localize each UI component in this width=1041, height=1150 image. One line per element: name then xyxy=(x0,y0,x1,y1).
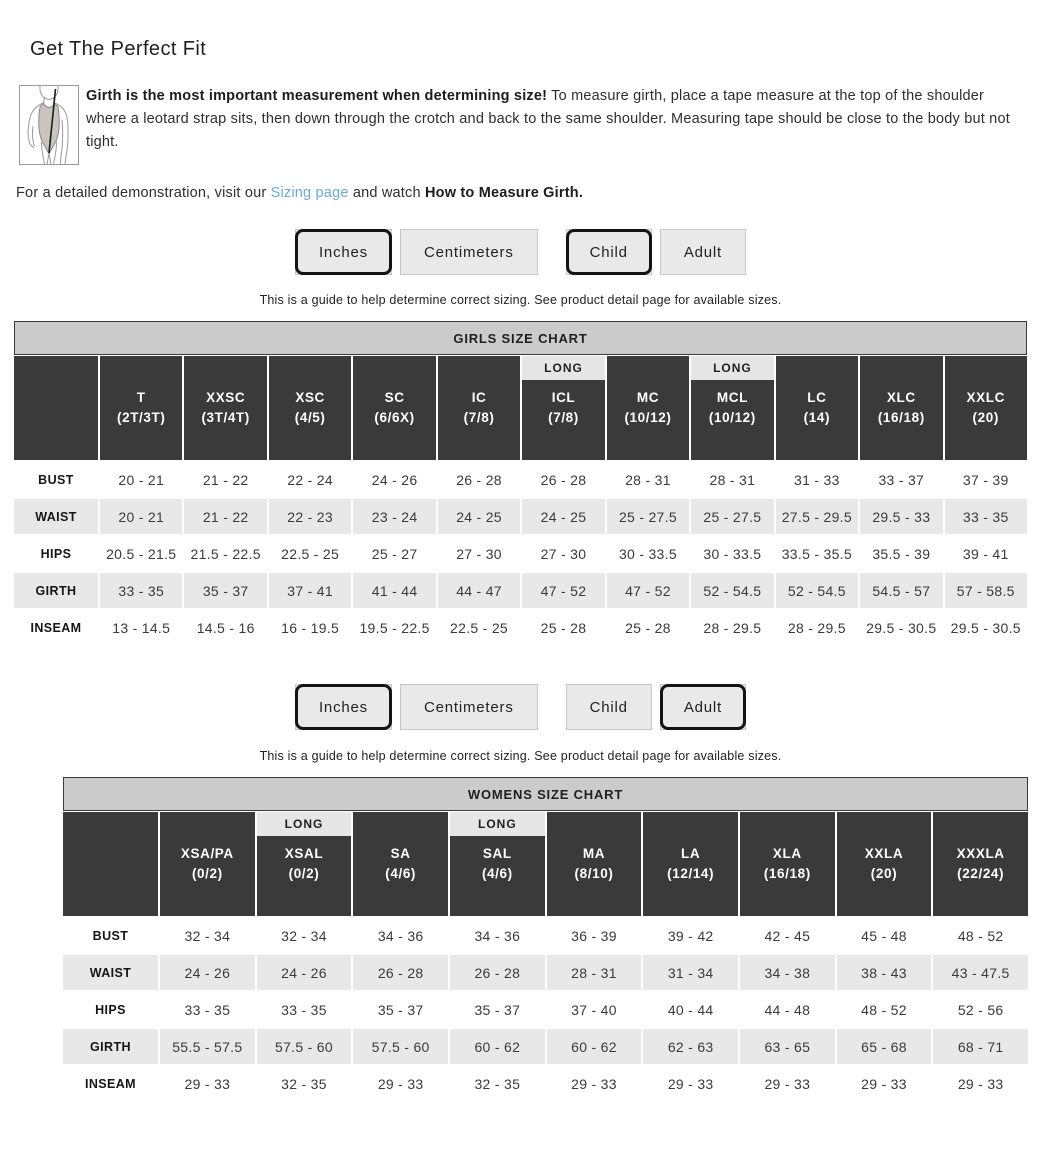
measurement-cell: 20 - 21 xyxy=(100,499,182,534)
centimeters-toggle-2[interactable]: Centimeters xyxy=(400,684,538,730)
measurement-cell: 68 - 71 xyxy=(933,1029,1028,1064)
unit-age-toggles-adult-chart xyxy=(0,684,1041,730)
size-column-header-xsal xyxy=(257,812,352,916)
measurement-cell: 35.5 - 39 xyxy=(860,536,942,571)
size-column-header-xsc xyxy=(269,356,351,460)
measurement-cell: 33 - 35 xyxy=(100,573,182,608)
measurement-cell: 33 - 35 xyxy=(257,992,352,1027)
measurement-cell: 52 - 54.5 xyxy=(776,573,858,608)
size-column-header-xxsc xyxy=(184,356,266,460)
size-column-label: MA (8/10) xyxy=(574,846,614,881)
measurement-cell: 16 - 19.5 xyxy=(269,610,351,645)
measurement-cell: 26 - 28 xyxy=(438,462,520,497)
measurement-cell: 48 - 52 xyxy=(933,918,1028,953)
measurement-cell: 21 - 22 xyxy=(184,462,266,497)
measurement-cell: 27 - 30 xyxy=(438,536,520,571)
measurement-cell: 21.5 - 22.5 xyxy=(184,536,266,571)
size-column-label: IC (7/8) xyxy=(463,390,495,425)
measurement-cell: 60 - 62 xyxy=(547,1029,642,1064)
measurement-cell: 39 - 41 xyxy=(945,536,1027,571)
measurement-cell: 33.5 - 35.5 xyxy=(776,536,858,571)
adult-toggle-1[interactable]: Adult xyxy=(660,229,746,275)
page-title: Get The Perfect Fit xyxy=(30,38,207,60)
size-column-header-sal xyxy=(450,812,545,916)
size-column-header-sa xyxy=(353,812,448,916)
sizing-page-link[interactable]: Sizing page xyxy=(270,185,349,201)
measurement-cell: 19.5 - 22.5 xyxy=(353,610,435,645)
size-column-label: LC (14) xyxy=(803,390,831,425)
measurement-cell: 25 - 28 xyxy=(522,610,604,645)
measurement-cell: 29 - 33 xyxy=(740,1066,835,1101)
measurement-cell: 29.5 - 30.5 xyxy=(860,610,942,645)
measurement-cell: 62 - 63 xyxy=(643,1029,738,1064)
girls-chart-grid xyxy=(14,356,1027,645)
measurement-cell: 32 - 34 xyxy=(257,918,352,953)
measurement-cell: 35 - 37 xyxy=(353,992,448,1027)
measurement-cell: 39 - 42 xyxy=(643,918,738,953)
measurement-cell: 35 - 37 xyxy=(184,573,266,608)
size-column-header-xlc xyxy=(860,356,942,460)
size-column-label: SAL (4/6) xyxy=(481,846,513,881)
measurement-cell: 28 - 29.5 xyxy=(691,610,773,645)
measurement-cell: 22.5 - 25 xyxy=(438,610,520,645)
measurement-cell: 22 - 23 xyxy=(269,499,351,534)
measurement-cell: 34 - 36 xyxy=(353,918,448,953)
size-column-header-la xyxy=(643,812,738,916)
measurement-cell: 25 - 27.5 xyxy=(691,499,773,534)
size-column-label: XXLC (20) xyxy=(966,390,1005,425)
measurement-cell: 28 - 29.5 xyxy=(776,610,858,645)
measurement-cell: 32 - 35 xyxy=(257,1066,352,1101)
measurement-cell: 57 - 58.5 xyxy=(945,573,1027,608)
measurement-cell: 24 - 26 xyxy=(353,462,435,497)
header-corner-cell xyxy=(14,356,98,460)
size-column-label: XXXLA (22/24) xyxy=(956,846,1005,881)
size-column-header-t xyxy=(100,356,182,460)
row-label-bust: BUST xyxy=(14,462,98,497)
size-column-header-xsa-pa xyxy=(160,812,255,916)
row-label-waist: WAIST xyxy=(63,955,158,990)
measurement-cell: 52 - 54.5 xyxy=(691,573,773,608)
measurement-cell: 30 - 33.5 xyxy=(607,536,689,571)
measurement-cell: 47 - 52 xyxy=(607,573,689,608)
measurement-cell: 29 - 33 xyxy=(643,1066,738,1101)
measurement-cell: 33 - 35 xyxy=(160,992,255,1027)
measurement-cell: 32 - 34 xyxy=(160,918,255,953)
measurement-cell: 30 - 33.5 xyxy=(691,536,773,571)
measurement-cell: 34 - 38 xyxy=(740,955,835,990)
womens-chart-title-bar: WOMENS SIZE CHART xyxy=(63,777,1028,811)
measurement-cell: 36 - 39 xyxy=(547,918,642,953)
measurement-cell: 22 - 24 xyxy=(269,462,351,497)
size-column-header-lc xyxy=(776,356,858,460)
measurement-cell: 25 - 27 xyxy=(353,536,435,571)
measurement-cell: 55.5 - 57.5 xyxy=(160,1029,255,1064)
measurement-cell: 42 - 45 xyxy=(740,918,835,953)
measurement-cell: 20 - 21 xyxy=(100,462,182,497)
measurement-cell: 57.5 - 60 xyxy=(257,1029,352,1064)
measurement-cell: 29 - 33 xyxy=(933,1066,1028,1101)
measurement-cell: 29.5 - 33 xyxy=(860,499,942,534)
measurement-cell: 47 - 52 xyxy=(522,573,604,608)
inches-toggle-2[interactable]: Inches xyxy=(295,684,392,730)
long-tag: LONG xyxy=(691,356,773,380)
size-column-label: T (2T/3T) xyxy=(117,390,166,425)
inches-toggle-1[interactable]: Inches xyxy=(295,229,392,275)
sizing-note-1: This is a guide to help determine correct sizing. See product detail page for available sizes. xyxy=(259,293,782,307)
measurement-cell: 13 - 14.5 xyxy=(100,610,182,645)
size-column-label: MC (10/12) xyxy=(624,390,672,425)
size-column-label: XSA/PA (0/2) xyxy=(180,846,234,881)
child-toggle-2[interactable]: Child xyxy=(566,684,652,730)
header-corner-cell xyxy=(63,812,158,916)
size-guide-page xyxy=(0,38,1041,1117)
measurement-cell: 41 - 44 xyxy=(353,573,435,608)
measurement-cell: 60 - 62 xyxy=(450,1029,545,1064)
size-column-header-ic xyxy=(438,356,520,460)
row-label-girth: GIRTH xyxy=(14,573,98,608)
size-column-header-mcl xyxy=(691,356,773,460)
measurement-cell: 29 - 33 xyxy=(547,1066,642,1101)
measurement-cell: 37 - 41 xyxy=(269,573,351,608)
size-column-label: XXSC (3T/4T) xyxy=(201,390,250,425)
measurement-cell: 38 - 43 xyxy=(837,955,932,990)
unit-age-toggles-child-chart xyxy=(0,229,1041,275)
long-tag: LONG xyxy=(450,812,545,836)
measurement-cell: 63 - 65 xyxy=(740,1029,835,1064)
size-column-label: SC (6/6X) xyxy=(374,390,415,425)
measurement-cell: 37 - 39 xyxy=(945,462,1027,497)
measurement-cell: 32 - 35 xyxy=(450,1066,545,1101)
womens-chart-grid xyxy=(63,812,1028,1101)
size-column-header-xla xyxy=(740,812,835,916)
size-column-header-ma xyxy=(547,812,642,916)
row-label-hips: HIPS xyxy=(14,536,98,571)
demo-middle: and watch xyxy=(348,185,425,201)
demo-bold: How to Measure Girth. xyxy=(424,185,584,201)
centimeters-toggle-1[interactable]: Centimeters xyxy=(400,229,538,275)
measurement-cell: 34 - 36 xyxy=(450,918,545,953)
girth-intro-rest: To measure girth, place a tape measure at the top of the shoulder where a leotard strap sits, then down through the crotch and back to the same shoulder. Measuring tape should be close to the body but not tight. xyxy=(86,88,1010,150)
measurement-cell: 28 - 31 xyxy=(547,955,642,990)
measurement-cell: 35 - 37 xyxy=(450,992,545,1027)
measurement-cell: 26 - 28 xyxy=(522,462,604,497)
girls-chart-title-bar: GIRLS SIZE CHART xyxy=(14,321,1027,355)
size-column-label: XLC (16/18) xyxy=(877,390,925,425)
measurement-cell: 43 - 47.5 xyxy=(933,955,1028,990)
leotard-figure-icon xyxy=(20,86,78,164)
sizing-note-2: This is a guide to help determine correct sizing. See product detail page for available sizes. xyxy=(259,749,782,763)
row-label-waist: WAIST xyxy=(14,499,98,534)
long-tag: LONG xyxy=(522,356,604,380)
row-label-hips: HIPS xyxy=(63,992,158,1027)
size-column-label: XXLA (20) xyxy=(864,846,904,881)
leotard-girth-illustration xyxy=(19,85,79,165)
measurement-cell: 24 - 26 xyxy=(257,955,352,990)
measurement-cell: 22.5 - 25 xyxy=(269,536,351,571)
measurement-cell: 31 - 33 xyxy=(776,462,858,497)
measurement-cell: 37 - 40 xyxy=(547,992,642,1027)
measurement-cell: 44 - 47 xyxy=(438,573,520,608)
measurement-cell: 26 - 28 xyxy=(450,955,545,990)
girth-intro-text xyxy=(86,85,1011,154)
measurement-cell: 23 - 24 xyxy=(353,499,435,534)
size-column-header-xxlc xyxy=(945,356,1027,460)
size-column-label: XLA (16/18) xyxy=(763,846,811,881)
size-column-label: SA (4/6) xyxy=(385,846,417,881)
measurement-cell: 24 - 25 xyxy=(438,499,520,534)
size-column-header-mc xyxy=(607,356,689,460)
row-label-girth: GIRTH xyxy=(63,1029,158,1064)
measurement-cell: 40 - 44 xyxy=(643,992,738,1027)
measurement-cell: 20.5 - 21.5 xyxy=(100,536,182,571)
measurement-cell: 29 - 33 xyxy=(353,1066,448,1101)
measurement-cell: 52 - 56 xyxy=(933,992,1028,1027)
measurement-cell: 33 - 35 xyxy=(945,499,1027,534)
womens-size-chart xyxy=(63,777,1028,1101)
size-column-label: ICL (7/8) xyxy=(548,390,579,425)
demo-line xyxy=(16,183,1041,203)
size-column-label: XSC (4/5) xyxy=(294,390,326,425)
measurement-cell: 48 - 52 xyxy=(837,992,932,1027)
measurement-cell: 33 - 37 xyxy=(860,462,942,497)
measurement-cell: 21 - 22 xyxy=(184,499,266,534)
measurement-cell: 25 - 28 xyxy=(607,610,689,645)
girls-size-chart xyxy=(14,321,1027,645)
measurement-cell: 28 - 31 xyxy=(607,462,689,497)
girth-intro-section xyxy=(19,85,1011,165)
row-label-inseam: INSEAM xyxy=(63,1066,158,1101)
row-label-inseam: INSEAM xyxy=(14,610,98,645)
size-column-header-sc xyxy=(353,356,435,460)
child-toggle-1[interactable]: Child xyxy=(566,229,652,275)
measurement-cell: 57.5 - 60 xyxy=(353,1029,448,1064)
size-column-header-icl xyxy=(522,356,604,460)
measurement-cell: 26 - 28 xyxy=(353,955,448,990)
measurement-cell: 28 - 31 xyxy=(691,462,773,497)
measurement-cell: 14.5 - 16 xyxy=(184,610,266,645)
measurement-cell: 27 - 30 xyxy=(522,536,604,571)
measurement-cell: 27.5 - 29.5 xyxy=(776,499,858,534)
size-column-header-xxxla xyxy=(933,812,1028,916)
measurement-cell: 65 - 68 xyxy=(837,1029,932,1064)
measurement-cell: 45 - 48 xyxy=(837,918,932,953)
measurement-cell: 31 - 34 xyxy=(643,955,738,990)
demo-prefix: For a detailed demonstration, visit our xyxy=(16,185,271,201)
measurement-cell: 24 - 26 xyxy=(160,955,255,990)
measurement-cell: 29.5 - 30.5 xyxy=(945,610,1027,645)
size-column-header-xxla xyxy=(837,812,932,916)
size-column-label: XSAL (0/2) xyxy=(284,846,324,881)
measurement-cell: 25 - 27.5 xyxy=(607,499,689,534)
measurement-cell: 54.5 - 57 xyxy=(860,573,942,608)
measurement-cell: 24 - 25 xyxy=(522,499,604,534)
measurement-cell: 44 - 48 xyxy=(740,992,835,1027)
long-tag: LONG xyxy=(257,812,352,836)
size-column-label: LA (12/14) xyxy=(667,846,715,881)
girth-intro-bold: Girth is the most important measurement when determining size! xyxy=(86,88,548,104)
measurement-cell: 29 - 33 xyxy=(160,1066,255,1101)
measurement-cell: 29 - 33 xyxy=(837,1066,932,1101)
size-column-label: MCL (10/12) xyxy=(708,390,756,425)
row-label-bust: BUST xyxy=(63,918,158,953)
adult-toggle-2[interactable]: Adult xyxy=(660,684,746,730)
